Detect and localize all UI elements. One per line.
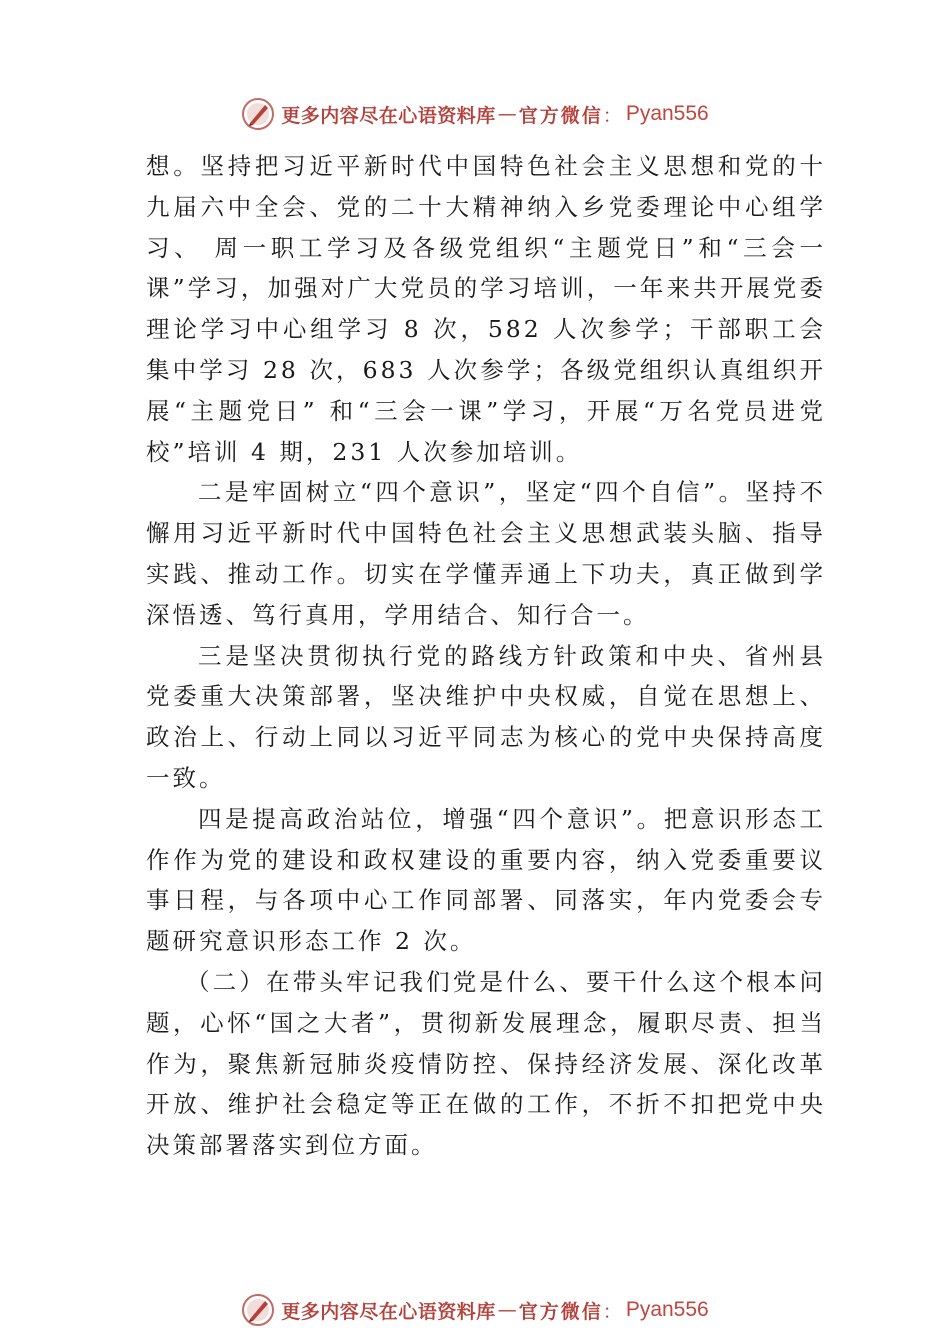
pen-logo-icon — [241, 1293, 275, 1327]
header-brand-text: 更多内容尽在心语资料库 — [281, 104, 496, 127]
paragraph-point-two: 二是牢固树立“四个意识”，坚定“四个自信”。坚持不懈用习近平新时代中国特色社会主义思想武装头脑、指导实践、推动工作。切实在学懂弄通上下功夫，真正做到学深悟透、笃行真用，学用结合、知行合一。 — [146, 478, 826, 629]
footer-colon: ： — [602, 1300, 622, 1323]
footer-brand-text: 更多内容尽在心语资料库 — [281, 1300, 496, 1323]
header-banner — [0, 94, 950, 134]
footer-official-label: 官方微信 — [518, 1300, 603, 1323]
footer-wechat-id: Pyan556 — [625, 1298, 709, 1321]
paragraph-section-two: （二）在带头牢记我们党是什么、要干什么这个根本问题，心怀“国之大者”，贯彻新发展理念，履职尽责、担当作为，聚焦新冠肺炎疫情防控、保持经济发展、深化改革开放、维护社会稳定等正在做的工作，不折不扣把党中央决策部署落实到位方面。 — [146, 967, 826, 1160]
footer-dash: — — [497, 1299, 517, 1321]
paragraph-continuation: 想。坚持把习近平新时代中国特色社会主义思想和党的十九届六中全会、党的二十大精神纳入乡党委理论中心组学习、 周一职工学习及各级党组织“主题党日”和“三会一课”学习，加强对广大党员的学习培训，一年来共开展党委理论学习中心组学习 8 次，582 人次参学；干部职工会集中学习 28 次，683 人次参学；各级党组织认真组织开展“主题党日” 和“三会一课”学习，开展“万名党员进党校”培训 4 期，231 人次参加培训。 — [146, 152, 826, 466]
header-wechat-id: Pyan556 — [625, 102, 709, 125]
paragraph-point-three: 三是坚决贯彻执行党的路线方针政策和中央、省州县党委重大决策部署，坚决维护中央权威，自觉在思想上、政治上、行动上同以习近平同志为核心的党中央保持高度一致。 — [146, 641, 826, 792]
header-colon: ： — [602, 104, 622, 127]
paragraph-point-four: 四是提高政治站位，增强“四个意识”。把意识形态工作作为党的建设和政权建设的重要内容，纳入党委重要议事日程，与各项中心工作同部署、同落实，年内党委会专题研究意识形态工作 2 次。 — [146, 804, 826, 956]
pen-logo-icon — [241, 97, 275, 131]
header-official-label: 官方微信 — [518, 104, 603, 127]
footer-banner — [0, 1290, 950, 1330]
document-body — [146, 146, 826, 1166]
header-dash: — — [497, 103, 517, 125]
